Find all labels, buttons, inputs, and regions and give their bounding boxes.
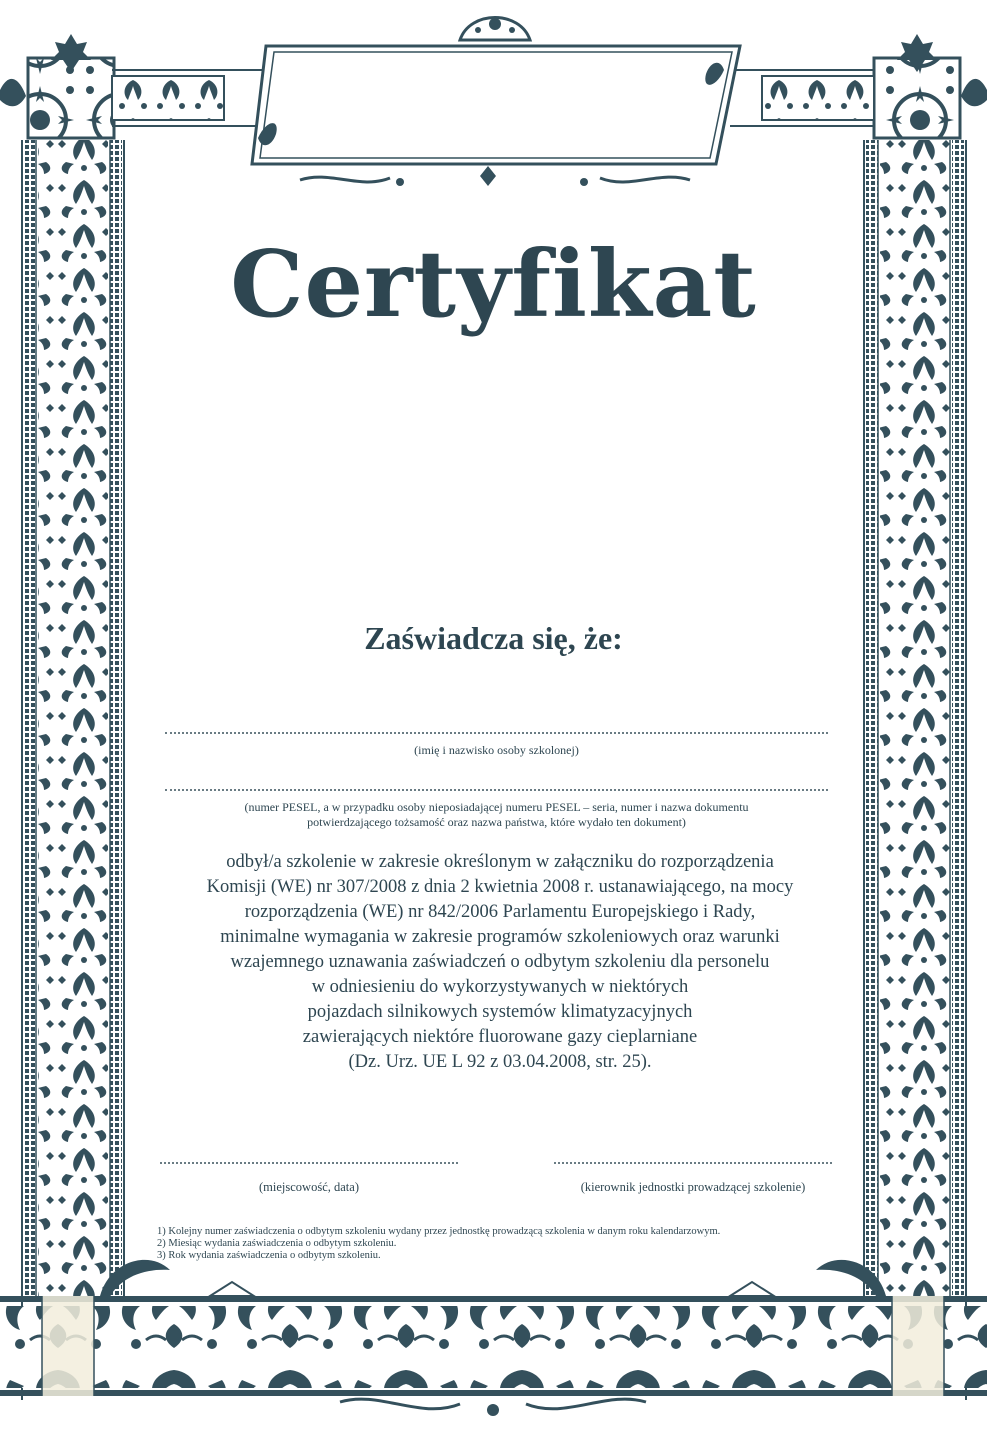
certificate-subtitle: Zaświadcza się, że: (364, 620, 623, 656)
footnote-3: 3) Rok wydania zaświadczenia o odbytym szkoleniu. (157, 1250, 381, 1261)
body-line: (Dz. Urz. UE L 92 z 03.04.2008, str. 25). (348, 1052, 652, 1072)
head-signature-caption: (kierownik jednostki prowadzącej szkolenie) (580, 1180, 806, 1194)
title-plaque (252, 46, 740, 186)
id-caption-line2: potwierdzającego tożsamość oraz nazwa państwa, które wydało ten dokument) (307, 815, 686, 829)
footnote-1: 1) Kolejny numer zaświadczenia o odbytym szkoleniu wydany przez jednostkę prowadzącą szkolenia w danym roku kalendarzowym. (157, 1226, 721, 1237)
id-caption-line1: (numer PESEL, a w przypadku osoby nieposiadającej numeru PESEL – seria, numer i nazwa dokumentu (244, 800, 749, 814)
body-line: wzajemnego uznawania zaświadczeń o odbytym szkoleniu dla personelu (230, 952, 770, 972)
body-line: w odniesieniu do wykorzystywanych w niektórych (311, 977, 689, 997)
certificate-title: Certyfikat (230, 230, 757, 338)
body-line: pojazdach silnikowych systemów klimatyzacyjnych (307, 1002, 693, 1022)
name-fill-line[interactable] (165, 732, 828, 734)
name-caption: (imię i nazwisko osoby szkolonej) (414, 743, 579, 757)
body-line: Komisji (WE) nr 307/2008 z dnia 2 kwietnia 2008 r. ustanawiającego, na mocy (206, 877, 794, 897)
bottom-band-ornament (0, 1260, 987, 1416)
body-line: zawierających niektóre fluorowane gazy cieplarniane (302, 1027, 698, 1047)
body-line: rozporządzenia (WE) nr 842/2006 Parlamentu Europejskiego i Rady, (244, 902, 756, 922)
footnote-2: 2) Miesiąc wydania zaświadczenia o odbytym szkoleniu. (157, 1238, 397, 1249)
footnotes (157, 1226, 720, 1262)
place-date-caption: (miejscowość, data) (259, 1180, 359, 1194)
place-date-fill-line[interactable] (160, 1162, 458, 1164)
body-line: minimalne wymagania w zakresie programów szkoleniowych oraz warunki (220, 927, 780, 947)
certificate-body (170, 850, 830, 1075)
body-line: odbył/a szkolenie w zakresie określonym w załączniku do rozporządzenia (226, 852, 774, 872)
id-fill-line[interactable] (165, 789, 828, 791)
signature-fill-line[interactable] (554, 1162, 832, 1164)
